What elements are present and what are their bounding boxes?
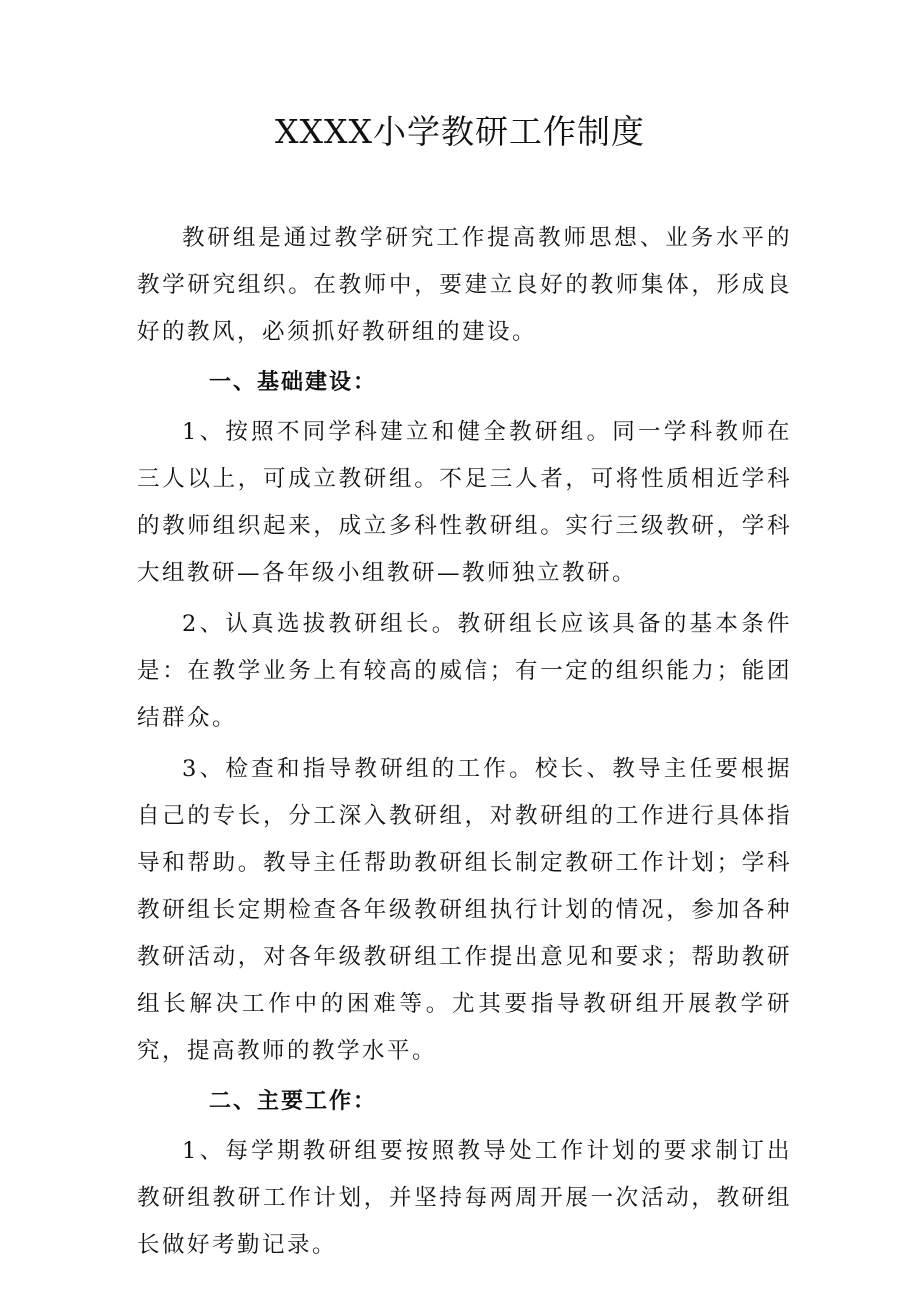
section-heading-main-work: 二、主要工作： — [209, 1089, 378, 1114]
document-body — [137, 215, 792, 1269]
section2-item-1: 1、每学期教研组要按照教导处工作计划的要求制订出教研组教研工作计划，并坚持每两周开展一次活动，教研组长做好考勤记录。 — [137, 1138, 792, 1258]
section1-item-3: 3、检查和指导教研组的工作。校长、教导主任要根据自己的专长，分工深入教研组，对教研组的工作进行具体指导和帮助。教导主任帮助教研组长制定教研工作计划；学科教研组长定期检查各年级教研组执行计划的情况，参加各种教研活动，对各年级教研组工作提出意见和要求；帮助教研组长解决工作中的困难等。尤其要指导教研组开展教学研究，提高教师的教学水平。 — [137, 756, 792, 1064]
section-heading-basic: 一、基础建设： — [209, 370, 378, 395]
section1-item-1: 1、按照不同学科建立和健全教研组。同一学科教师在三人以上，可成立教研组。不足三人者，可将性质相近学科的教师组织起来，成立多科性教研组。实行三级教研，学科大组教研—各年级小组教研—教师独立教研。 — [137, 419, 792, 586]
section1-item-2: 2、认真选拔教研组长。教研组长应该具备的基本条件是：在教学业务上有较高的威信；有一定的组织能力；能团结群众。 — [137, 611, 792, 731]
document-title: XXXX小学教研工作制度 — [275, 112, 645, 151]
intro-paragraph: 教研组是通过教学研究工作提高教师思想、业务水平的教学研究组织。在教师中，要建立良好的教师集体，形成良好的教风，必须抓好教研组的建设。 — [137, 225, 792, 345]
